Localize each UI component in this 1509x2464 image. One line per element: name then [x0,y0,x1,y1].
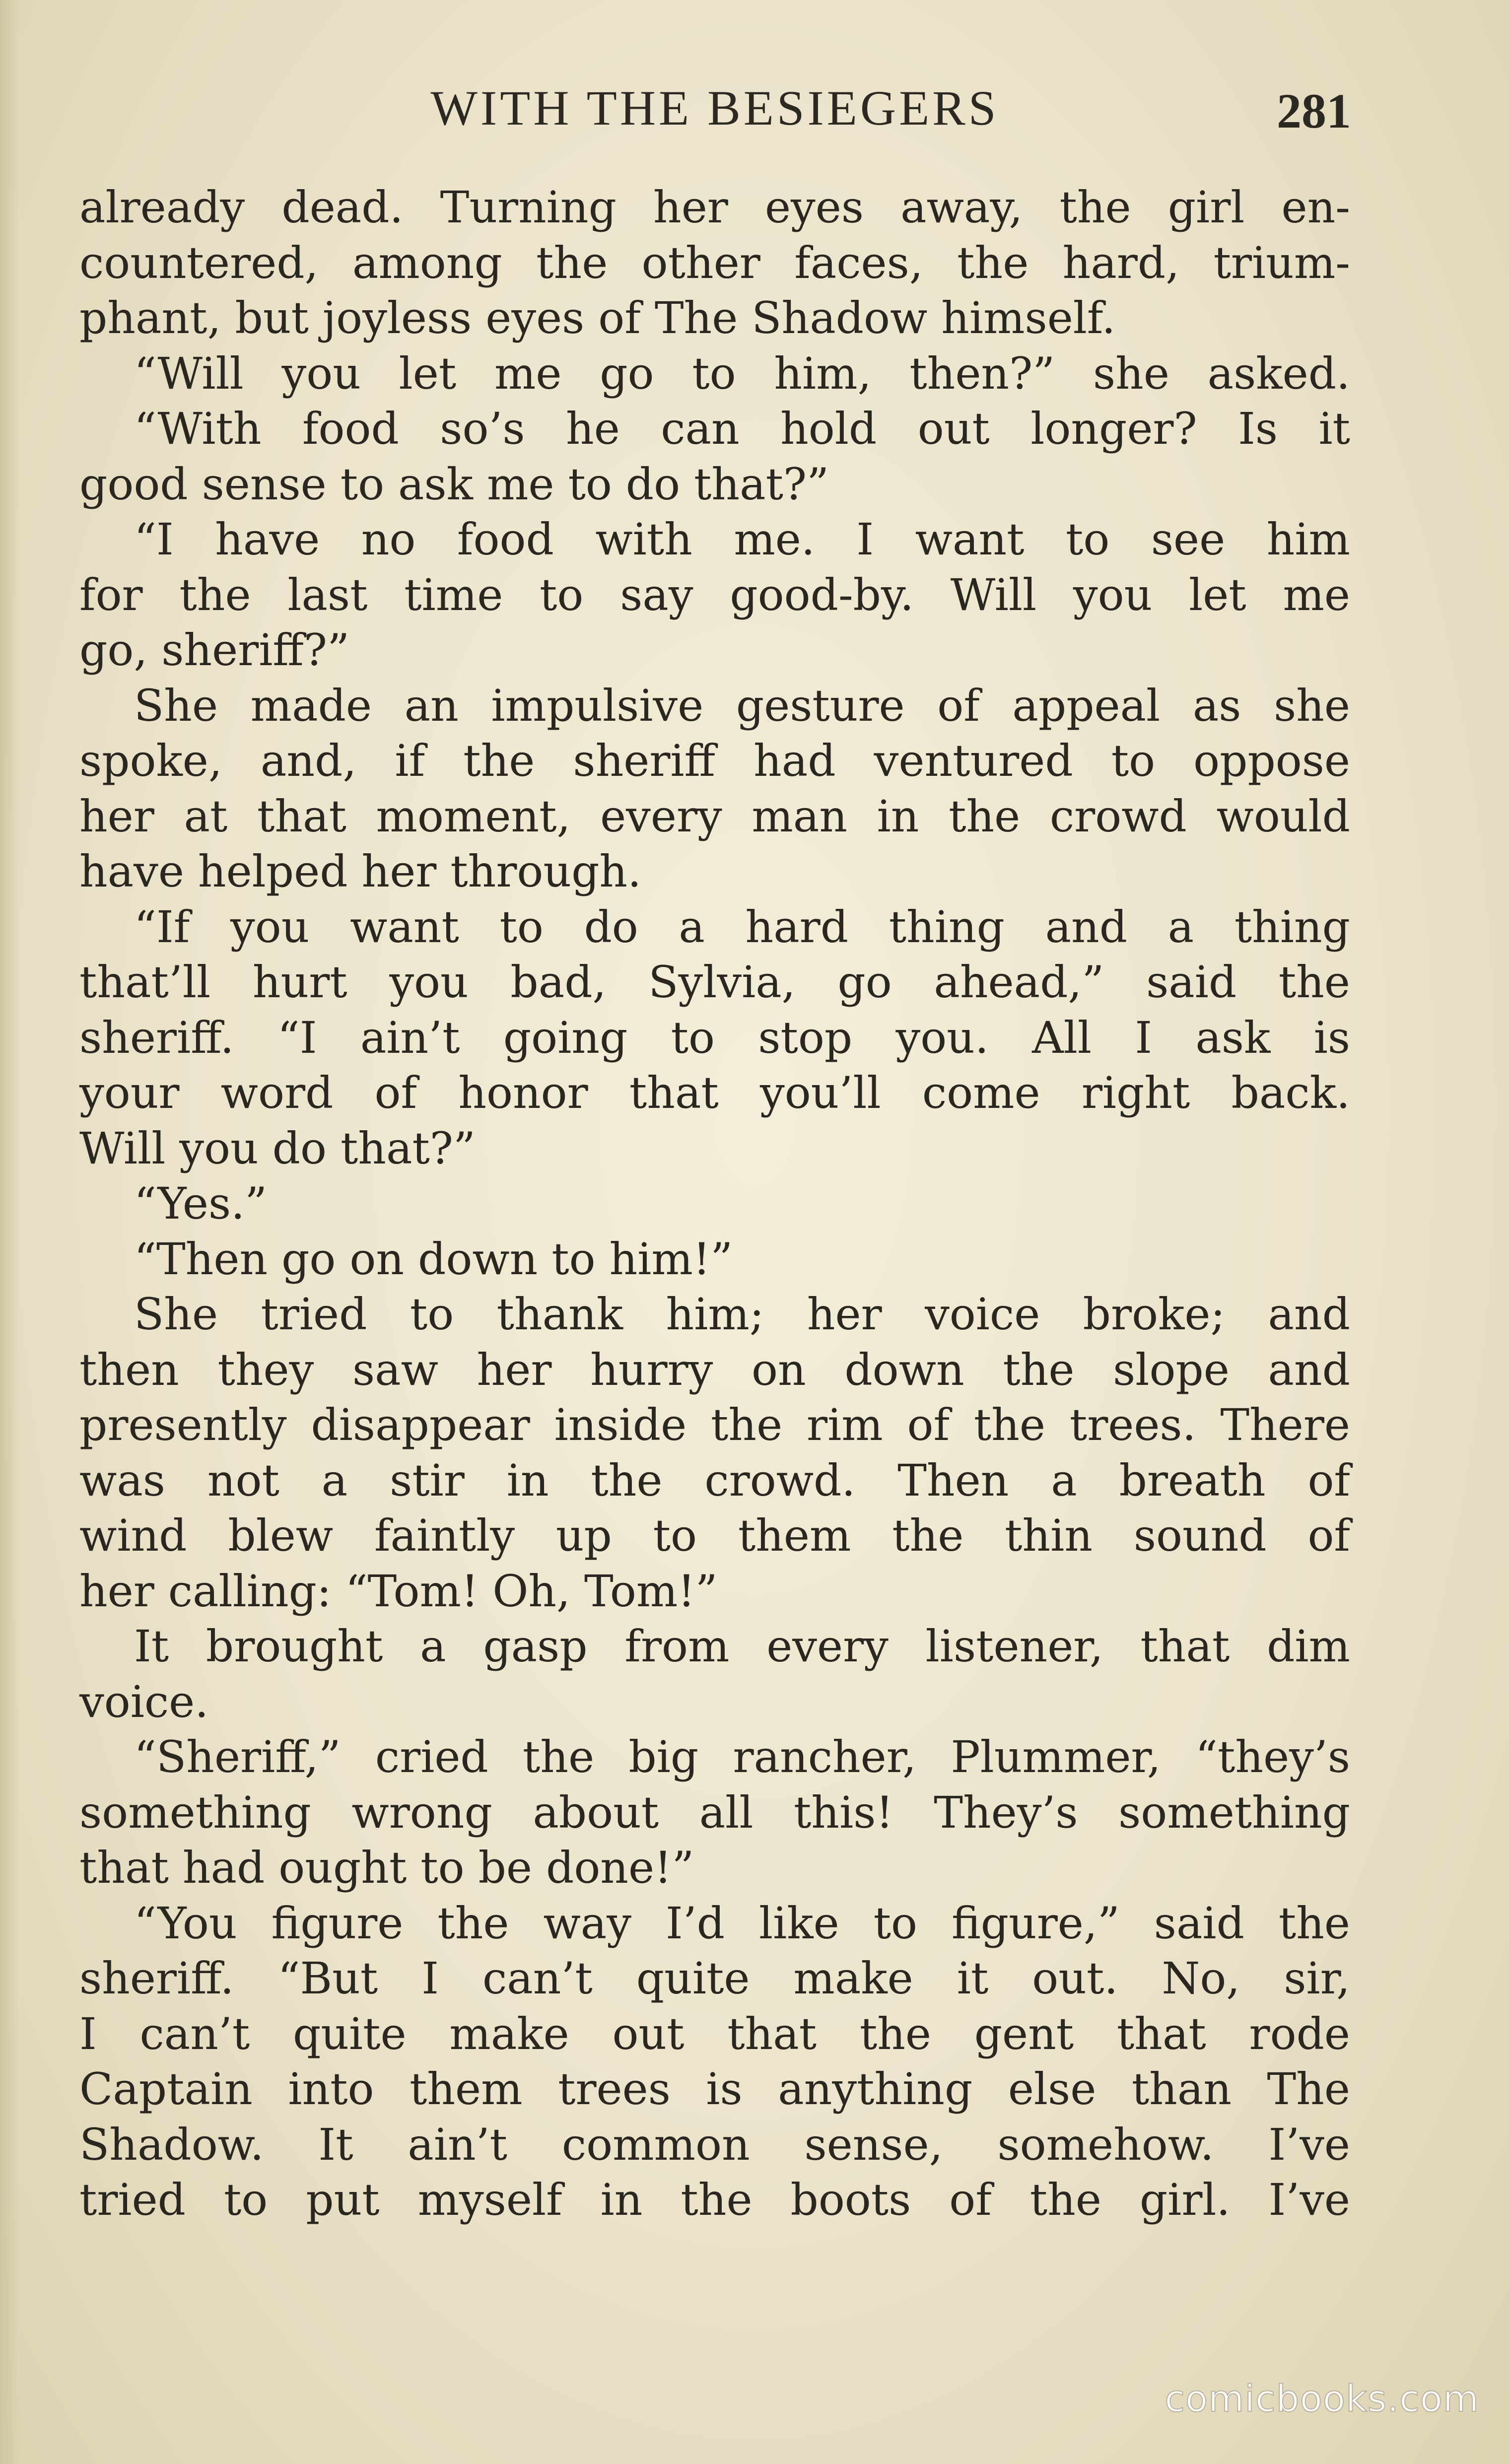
text-line: sheriff. “But I can’t quite make it out. No, sir, [79,1953,1350,2004]
text-line: go, sheriff?” [79,624,350,676]
text-line: something wrong about all this! They’s something [79,1786,1350,1838]
text-line: Will you do that?” [79,1122,476,1174]
body-text [79,180,1350,2228]
text-line: your word of honor that you’ll come right back. [79,1067,1350,1118]
text-line: “Yes.” [134,1178,268,1229]
text-line: “Will you let me go to him, then?” she asked. [134,347,1350,399]
page-number: 281 [1277,83,1351,138]
text-line: phant, but joyless eyes of The Shadow himself. [79,292,1116,343]
text-line: Captain into them trees is anything else than The [79,2063,1350,2115]
text-line: “Sheriff,” cried the big rancher, Plummer, “they’s [134,1731,1350,1782]
text-line: sheriff. “I ain’t going to stop you. All I ask is [79,1012,1350,1063]
text-line: She tried to thank him; her voice broke; and [134,1289,1350,1340]
watermark: comicbooks.com [1165,2378,1479,2420]
text-line: wind blew faintly up to them the thin sound of [79,1510,1350,1561]
text-line: It brought a gasp from every listener, that dim [134,1621,1350,1672]
text-line: Shadow. It ain’t common sense, somehow. I’ve [79,2119,1350,2170]
text-line: “If you want to do a hard thing and a thing [134,901,1350,953]
text-line: presently disappear inside the rim of the trees. There [79,1399,1350,1450]
text-line: spoke, and, if the sheriff had ventured to oppose [79,735,1350,786]
text-line: have helped her through. [79,846,642,897]
text-line: good sense to ask me to do that?” [79,458,829,510]
text-line: “With food so’s he can hold out longer? Is it [134,403,1350,454]
text-line: tried to put myself in the boots of the girl. I’ve [79,2174,1350,2225]
text-line: voice. [79,1676,209,1727]
running-title: WITH THE BESIEGERS [430,80,999,136]
text-line: “Then go on down to him!” [134,1233,733,1285]
text-line: then they saw her hurry on down the slope and [79,1344,1350,1395]
text-line: “I have no food with me. I want to see him [134,514,1350,565]
text-line: that had ought to be done!” [79,1842,694,1893]
text-line: her at that moment, every man in the crowd would [79,790,1350,842]
text-line: already dead. Turning her eyes away, the girl en- [79,182,1350,233]
text-line: that’ll hurt you bad, Sylvia, go ahead,” said the [79,957,1350,1008]
text-line: “You figure the way I’d like to figure,” said the [134,1897,1350,1949]
page-gutter-shadow [0,0,20,2464]
text-line: She made an impulsive gesture of appeal as she [134,680,1350,731]
text-line: her calling: “Tom! Oh, Tom!” [79,1565,718,1617]
text-line: countered, among the other faces, the hard, trium- [79,237,1350,288]
text-line: was not a stir in the crowd. Then a breath of [79,1454,1350,1506]
running-head [79,74,1351,138]
text-line: for the last time to say good-by. Will you let me [79,569,1350,620]
text-line: I can’t quite make out that the gent that rode [79,2008,1350,2059]
